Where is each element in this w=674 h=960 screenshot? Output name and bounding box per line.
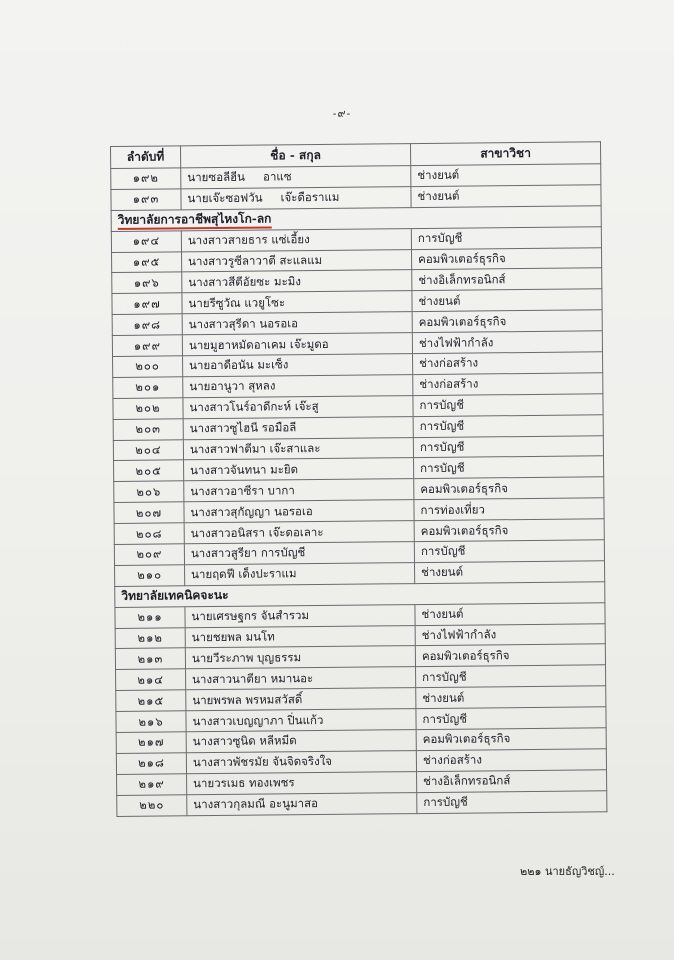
- row-number: ๒๐๒: [113, 398, 183, 420]
- row-number: ๒๐๘: [114, 523, 184, 545]
- field-of-study: ช่างอิเล็กทรอนิกส์: [412, 268, 602, 291]
- field-of-study: คอมพิวเตอร์ธุรกิจ: [412, 247, 602, 270]
- row-number: ๒๐๙: [114, 544, 184, 566]
- row-number: ๑๙๔: [111, 230, 181, 252]
- row-number: ๑๙๕: [112, 251, 182, 273]
- field-of-study: ช่างก่อสร้าง: [416, 749, 606, 772]
- row-number: ๒๐๔: [113, 439, 183, 461]
- field-of-study: ช่างยนต์: [415, 561, 605, 584]
- row-number: ๒๑๐: [115, 565, 185, 587]
- student-name: นางสาวสูรียา การบัญชี: [184, 542, 414, 565]
- student-name: นางสาวอนิสรา เจ๊ะดอเลาะ: [184, 521, 414, 544]
- row-number: ๑๙๘: [112, 314, 182, 336]
- row-number: ๒๑๘: [116, 753, 186, 775]
- student-name: นางสาวรูซีลาวาตี สะแลแม: [182, 249, 412, 272]
- student-name: นางสาวสายธาร แซ่เอี้ยง: [181, 228, 411, 251]
- student-name: นางสาวสีตีอัยซะ มะมิง: [182, 270, 412, 293]
- field-of-study: การบัญชี: [413, 394, 603, 417]
- field-of-study: ช่างก่อสร้าง: [413, 373, 603, 396]
- student-name: นายอานูวา สุหลง: [183, 375, 413, 398]
- row-number: ๒๐๗: [114, 502, 184, 524]
- student-name: นายรีซูวัณ แวยูโซะ: [182, 291, 412, 314]
- field-of-study: ช่างไฟฟ้ากำลัง: [412, 331, 602, 354]
- header-field: สาขาวิชา: [410, 142, 600, 166]
- field-of-study: คอมพิวเตอร์ธุรกิจ: [412, 310, 602, 333]
- student-name: นางสาวอาซีรา บากา: [184, 479, 414, 502]
- student-name: นางสาวพัชรมัย จันจิดจริงใจ: [186, 751, 416, 774]
- row-number: ๒๑๙: [117, 774, 187, 796]
- field-of-study: การบัญชี: [413, 414, 603, 437]
- student-name: นายวีระภาพ บุญธรรม: [185, 646, 415, 669]
- field-of-study: การบัญชี: [414, 540, 604, 563]
- page-number: -๙-: [332, 107, 352, 120]
- student-name: นายเจ๊ะซอฟวัน เจ๊ะดือราแม: [181, 187, 411, 210]
- row-number: ๒๑๕: [116, 690, 186, 712]
- field-of-study: คอมพิวเตอร์ธุรกิจ: [415, 644, 605, 667]
- student-name: นายชยพล มนโท: [185, 625, 415, 648]
- row-number: ๒๒๐: [117, 795, 187, 817]
- student-name: นางสาวซูนิด หลีหมีด: [186, 730, 416, 753]
- row-number: ๑๙๙: [112, 335, 182, 357]
- field-of-study: คอมพิวเตอร์ธุรกิจ: [414, 519, 604, 542]
- row-number: ๒๐๕: [114, 460, 184, 482]
- row-number: ๑๙๒: [111, 168, 181, 190]
- table-row: [117, 790, 607, 816]
- row-number: ๒๑๔: [116, 669, 186, 691]
- field-of-study: คอมพิวเตอร์ธุรกิจ: [414, 477, 604, 500]
- section-title: วิทยาลัยเทคนิคจะนะ: [115, 582, 605, 608]
- student-name: นางสาวสุกัญญา นอรอเอ: [184, 500, 414, 523]
- row-number: ๒๑๑: [115, 607, 185, 629]
- row-number: ๒๐๓: [113, 418, 183, 440]
- header-order: ลำดับที่: [111, 146, 181, 169]
- student-name: นายอาดือนัน มะเซ็ง: [183, 354, 413, 377]
- continued-next-entry: ๒๒๑ นายธัญวิชญ์...: [520, 865, 615, 878]
- student-roster-table: [110, 141, 607, 816]
- field-of-study: การบัญชี: [417, 790, 607, 813]
- field-of-study: การบัญชี: [413, 435, 603, 458]
- field-of-study: การบัญชี: [416, 665, 606, 688]
- student-name: นายพรพล พรหมสวัสดิ์: [186, 688, 416, 711]
- row-number: ๒๐๐: [113, 356, 183, 378]
- student-name: นายวรเมธ ทองเพชร: [187, 771, 417, 794]
- row-number: ๒๑๓: [115, 648, 185, 670]
- student-name: นางสาวจันทนา มะยิด: [184, 458, 414, 481]
- row-number: ๑๙๓: [111, 189, 181, 211]
- row-number: ๑๙๖: [112, 272, 182, 294]
- field-of-study: ช่างก่อสร้าง: [413, 352, 603, 375]
- field-of-study: การบัญชี: [411, 226, 601, 249]
- student-name: นางสาวนาตียา หมานอะ: [186, 667, 416, 690]
- student-name: นางสาวสุรีดา นอรอเอ: [182, 312, 412, 335]
- field-of-study: ช่างไฟฟ้ากำลัง: [415, 623, 605, 646]
- student-name: นายมูฮาหมัดอาเคม เจ๊ะมูดอ: [182, 333, 412, 356]
- field-of-study: ช่างยนต์: [415, 602, 605, 625]
- row-number: ๑๙๗: [112, 293, 182, 315]
- student-name: นางสาวกุลมณี อะนูมาสอ: [187, 792, 417, 815]
- student-name: นายซอลีฮีน อาแซ: [181, 166, 411, 189]
- student-name: นางสาวโนร์อาดีกะห์ เจ๊ะสู: [183, 395, 413, 418]
- field-of-study: ช่างยนต์: [411, 164, 601, 187]
- field-of-study: ช่างอิเล็กทรอนิกส์: [417, 770, 607, 793]
- field-of-study: ช่างยนต์: [412, 289, 602, 312]
- row-number: ๒๑๖: [116, 711, 186, 733]
- field-of-study: การบัญชี: [416, 707, 606, 730]
- student-name: นางสาวเบญญาภา ปิ่นแก้ว: [186, 709, 416, 732]
- student-name: นางสาวฟาตีมา เจ๊ะสาและ: [183, 437, 413, 460]
- row-number: ๒๐๖: [114, 481, 184, 503]
- field-of-study: การท่องเที่ยว: [414, 498, 604, 521]
- field-of-study: ช่างยนต์: [416, 686, 606, 709]
- section-title: วิทยาลัยการอาชีพสุไหงโก-ลก: [111, 206, 601, 232]
- field-of-study: ช่างยนต์: [411, 185, 601, 208]
- row-number: ๒๑๒: [115, 627, 185, 649]
- row-number: ๒๐๑: [113, 377, 183, 399]
- student-name: นายฤดฟี เด็งปะราแม: [185, 563, 415, 586]
- student-name: นางสาวซูไฮนี รอมือลี: [183, 416, 413, 439]
- field-of-study: คอมพิวเตอร์ธุรกิจ: [416, 728, 606, 751]
- row-number: ๒๑๗: [116, 732, 186, 754]
- field-of-study: การบัญชี: [414, 456, 604, 479]
- header-name: ชื่อ - สกุล: [181, 144, 411, 168]
- student-name: นายเศรษฐกร จันสำรวม: [185, 604, 415, 627]
